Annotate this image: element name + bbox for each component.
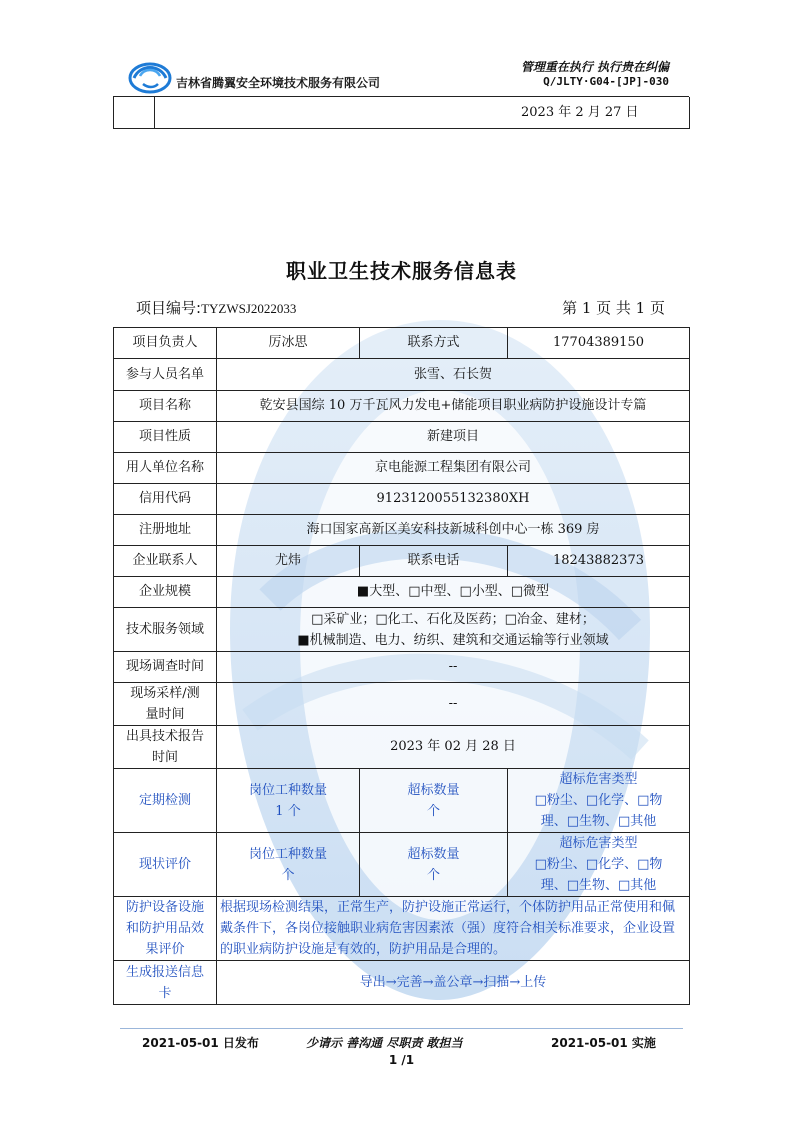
report-time-label [114, 726, 217, 769]
report-time-label-line-2: 时间 [151, 750, 178, 765]
header-date-box-divider [154, 97, 155, 129]
report-time-value: 2023 年 02 月 28 日 [217, 726, 690, 769]
project-name-value: 乾安县国综 10 万千瓦风力发电+储能项目职业病防护设施设计专篇 [217, 391, 690, 422]
members-value: 张雪、石长贺 [217, 359, 690, 391]
table-row [114, 422, 690, 453]
table-row [114, 683, 690, 726]
protection-eval-label-line-1: 防护设备设施 [125, 900, 204, 915]
report-time-label-line-1: 出具技术报告 [125, 729, 204, 744]
status-exceed-value: 个 [426, 867, 440, 883]
service-field-line-2: ■机械制造、电力、纺织、建筑和交通运输等行业领域 [297, 632, 609, 648]
periodic-hazard-line-2: 理、□生物、□其他 [540, 814, 657, 829]
footer-issued: 2021-05-01 日发布 [142, 1036, 259, 1050]
table-row [114, 515, 690, 546]
status-exceed [360, 833, 508, 897]
address-label: 注册地址 [114, 515, 217, 546]
footer-divider [120, 1028, 683, 1029]
table-row [114, 961, 690, 1005]
service-field-line-1: □采矿业；□化工、石化及医药；□冶金、建材； [311, 611, 595, 627]
footer-page-number: 1 /1 [388, 1053, 415, 1067]
table-row [114, 769, 690, 833]
header-date: 2023 年 2 月 27 日 [521, 105, 639, 120]
header-slogan: 管理重在执行 执行贵在纠偏 [520, 60, 669, 74]
protection-eval-label-line-2: 和防护用品效 [125, 921, 204, 936]
status-hazard-line-2: 理、□生物、□其他 [540, 878, 657, 893]
contact-label: 联系方式 [360, 328, 508, 359]
footer-effective: 2021-05-01 实施 [551, 1036, 656, 1050]
employer-label: 用人单位名称 [114, 453, 217, 484]
employer-value: 京电能源工程集团有限公司 [217, 453, 690, 484]
status-posts [217, 833, 360, 897]
table-row [114, 652, 690, 683]
table-row [114, 577, 690, 608]
service-field-label: 技术服务领域 [114, 608, 217, 652]
company-logo [128, 56, 172, 94]
sampling-time-label-line-2: 量时间 [145, 707, 185, 722]
report-card-steps: 导出→完善→盖公章→扫描→上传 [217, 961, 690, 1005]
report-card-label [114, 961, 217, 1005]
status-exceed-label: 超标数量 [407, 846, 460, 862]
table-row [114, 833, 690, 897]
leader-label: 项目负责人 [114, 328, 217, 359]
page-info: 第 1 页 共 1 页 [562, 299, 665, 317]
footer-motto: 少请示 善沟通 尽职责 敢担当 [306, 1036, 463, 1050]
project-nature-label: 项目性质 [114, 422, 217, 453]
periodic-hazard-line-1: □粉尘、□化学、□物 [534, 793, 663, 808]
status-posts-label: 岗位工种数量 [248, 846, 327, 862]
status-hazard [508, 833, 690, 897]
periodic-exceed [360, 769, 508, 833]
table-row [114, 328, 690, 359]
credit-code-value: 9123120055132380XH [217, 484, 690, 515]
report-card-label-line-2: 卡 [158, 985, 172, 1001]
phone-label: 联系电话 [360, 546, 508, 577]
enterprise-scale-value: ■大型、□中型、□小型、□微型 [217, 577, 690, 608]
enterprise-contact-value: 尤炜 [217, 546, 360, 577]
periodic-posts-value: 1 个 [275, 803, 301, 819]
status-hazard-line-1: □粉尘、□化学、□物 [534, 857, 663, 872]
sampling-time-value: -- [217, 683, 690, 726]
members-label: 参与人员名单 [114, 359, 217, 391]
table-row [114, 897, 690, 961]
project-number-value: TYZWSJ2022033 [201, 301, 297, 316]
service-field-value [217, 608, 690, 652]
sampling-time-label-line-1: 现场采样/测 [130, 686, 200, 701]
form-title: 职业卫生技术服务信息表 [286, 259, 517, 283]
table-row [114, 546, 690, 577]
survey-time-value: -- [217, 652, 690, 683]
table-row [114, 453, 690, 484]
protection-eval-label-line-3: 果评价 [145, 942, 185, 957]
periodic-test-label: 定期检测 [114, 769, 217, 833]
project-number [136, 297, 296, 318]
sampling-time-label [114, 683, 217, 726]
periodic-posts [217, 769, 360, 833]
table-row [114, 359, 690, 391]
table-row [114, 391, 690, 422]
table-row [114, 484, 690, 515]
enterprise-scale-label: 企业规模 [114, 577, 217, 608]
info-table [113, 327, 690, 1005]
periodic-hazard-title: 超标危害类型 [559, 772, 638, 787]
table-row [114, 608, 690, 652]
leader-value: 厉冰思 [217, 328, 360, 359]
periodic-exceed-label: 超标数量 [407, 782, 460, 798]
periodic-hazard [508, 769, 690, 833]
address-value: 海口国家高新区美安科技新城科创中心一栋 369 房 [217, 515, 690, 546]
table-row [114, 726, 690, 769]
status-posts-value: 个 [281, 867, 295, 883]
project-name-label: 项目名称 [114, 391, 217, 422]
protection-eval-label [114, 897, 217, 961]
project-nature-value: 新建项目 [217, 422, 690, 453]
enterprise-contact-label: 企业联系人 [114, 546, 217, 577]
company-name: 吉林省腾翼安全环境技术服务有限公司 [176, 76, 381, 90]
project-number-label: 项目编号: [136, 299, 202, 317]
credit-code-label: 信用代码 [114, 484, 217, 515]
phone-value: 18243882373 [508, 546, 690, 577]
periodic-exceed-value: 个 [426, 803, 440, 819]
report-card-label-line-1: 生成报送信息 [125, 964, 204, 980]
contact-value: 17704389150 [508, 328, 690, 359]
status-eval-label: 现状评价 [114, 833, 217, 897]
survey-time-label: 现场调查时间 [114, 652, 217, 683]
status-hazard-title: 超标危害类型 [559, 836, 638, 851]
document-code: Q/JLTY·G04-[JP]-030 [543, 75, 669, 88]
protection-eval-text: 根据现场检测结果，正常生产，防护设施正常运行，个体防护用品正常使用和佩戴条件下，各岗位接触职业病危害因素浓（强）度符合相关标准要求，企业设置的职业病防护设施是有效的，防护用品是合理的。 [217, 897, 690, 961]
periodic-posts-label: 岗位工种数量 [248, 782, 327, 798]
